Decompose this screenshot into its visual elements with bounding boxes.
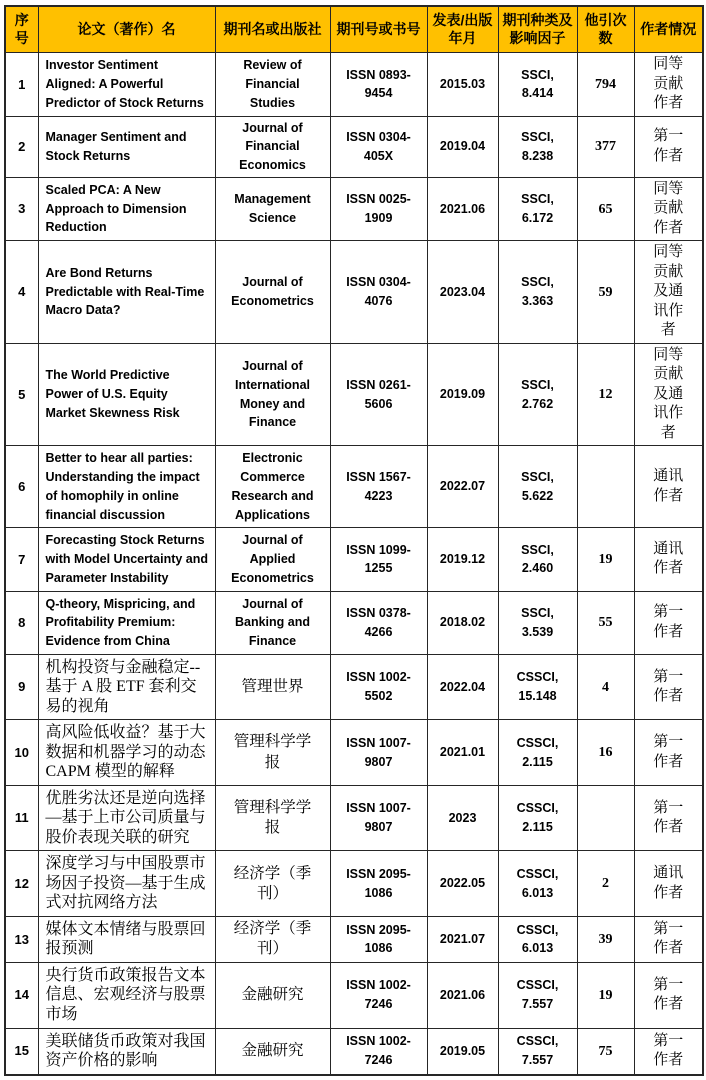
- cell-journal: Journal of Applied Econometrics: [215, 528, 330, 591]
- cell-journal: 金融研究: [215, 1028, 330, 1075]
- cell-author: 同等贡献作者: [634, 177, 703, 241]
- cell-seq: 12: [5, 851, 38, 917]
- cell-journal: Journal of Econometrics: [215, 241, 330, 344]
- cell-type: SSCI, 2.460: [498, 528, 577, 591]
- cell-issn: ISSN 0261-5606: [330, 343, 427, 446]
- cell-date: 2023: [427, 785, 498, 851]
- cell-issn: ISSN 1002-5502: [330, 654, 427, 720]
- cell-journal: 经济学（季刊）: [215, 851, 330, 917]
- column-header-date: 发表/出版年月: [427, 6, 498, 53]
- cell-title: 机构投资与金融稳定--基于 A 股 ETF 套利交易的视角: [38, 654, 215, 720]
- column-header-issn: 期刊号或书号: [330, 6, 427, 53]
- cell-type: CSSCI, 6.013: [498, 851, 577, 917]
- cell-date: 2018.02: [427, 591, 498, 654]
- cell-seq: 14: [5, 962, 38, 1028]
- cell-journal: Journal of Banking and Finance: [215, 591, 330, 654]
- cell-issn: ISSN 2095-1086: [330, 851, 427, 917]
- cell-type: SSCI, 3.539: [498, 591, 577, 654]
- cell-author: 第一作者: [634, 116, 703, 177]
- cell-type: CSSCI, 2.115: [498, 785, 577, 851]
- table-body: [5, 53, 703, 1075]
- column-header-journal: 期刊名或出版社: [215, 6, 330, 53]
- cell-author: 通讯作者: [634, 446, 703, 528]
- cell-type: CSSCI, 15.148: [498, 654, 577, 720]
- cell-journal: Journal of Financial Economics: [215, 116, 330, 177]
- cell-type: SSCI, 6.172: [498, 177, 577, 241]
- cell-issn: ISSN 0304-4076: [330, 241, 427, 344]
- cell-issn: ISSN 1007-9807: [330, 785, 427, 851]
- table-row: [5, 116, 703, 177]
- column-header-seq: 序号: [5, 6, 38, 53]
- cell-author: 通讯作者: [634, 528, 703, 591]
- cell-issn: ISSN 1567-4223: [330, 446, 427, 528]
- cell-seq: 9: [5, 654, 38, 720]
- cell-cites: 16: [577, 720, 634, 786]
- cell-type: CSSCI, 6.013: [498, 916, 577, 962]
- cell-cites: 377: [577, 116, 634, 177]
- cell-seq: 13: [5, 916, 38, 962]
- column-header-cites: 他引次数: [577, 6, 634, 53]
- cell-issn: ISSN 2095-1086: [330, 916, 427, 962]
- cell-issn: ISSN 1002-7246: [330, 962, 427, 1028]
- cell-title: Better to hear all parties: Understanding the impact of homophily in online financial discussion: [38, 446, 215, 528]
- cell-author: 第一作者: [634, 720, 703, 786]
- cell-seq: 5: [5, 343, 38, 446]
- cell-date: 2021.07: [427, 916, 498, 962]
- cell-cites: 75: [577, 1028, 634, 1075]
- cell-cites: 55: [577, 591, 634, 654]
- cell-journal: 经济学（季刊）: [215, 916, 330, 962]
- cell-journal: Management Science: [215, 177, 330, 241]
- cell-author: 第一作者: [634, 785, 703, 851]
- cell-issn: ISSN 0025-1909: [330, 177, 427, 241]
- cell-issn: ISSN 1099-1255: [330, 528, 427, 591]
- publications-table: [4, 5, 704, 1076]
- cell-title: 深度学习与中国股票市场因子投资—基于生成式对抗网络方法: [38, 851, 215, 917]
- header-row: [5, 6, 703, 53]
- cell-date: 2023.04: [427, 241, 498, 344]
- cell-seq: 6: [5, 446, 38, 528]
- column-header-title: 论文（著作）名: [38, 6, 215, 53]
- cell-issn: ISSN 0378-4266: [330, 591, 427, 654]
- cell-cites: 2: [577, 851, 634, 917]
- cell-cites: 59: [577, 241, 634, 344]
- table-row: [5, 343, 703, 446]
- cell-issn: ISSN 1007-9807: [330, 720, 427, 786]
- cell-type: CSSCI, 7.557: [498, 1028, 577, 1075]
- cell-cites: 794: [577, 53, 634, 117]
- cell-type: SSCI, 5.622: [498, 446, 577, 528]
- cell-cites: [577, 785, 634, 851]
- cell-title: Are Bond Returns Predictable with Real-Time Macro Data?: [38, 241, 215, 344]
- table-row: [5, 241, 703, 344]
- cell-date: 2022.04: [427, 654, 498, 720]
- column-header-author: 作者情况: [634, 6, 703, 53]
- table-row: [5, 53, 703, 117]
- cell-author: 通讯作者: [634, 851, 703, 917]
- cell-date: 2019.05: [427, 1028, 498, 1075]
- cell-title: Q-theory, Mispricing, and Profitability Premium: Evidence from China: [38, 591, 215, 654]
- cell-type: SSCI, 2.762: [498, 343, 577, 446]
- cell-cites: 4: [577, 654, 634, 720]
- cell-seq: 10: [5, 720, 38, 786]
- cell-title: 优胜劣汰还是逆向选择—基于上市公司质量与股价表现关联的研究: [38, 785, 215, 851]
- table-header: [5, 6, 703, 53]
- cell-seq: 8: [5, 591, 38, 654]
- cell-date: 2021.06: [427, 962, 498, 1028]
- table-row: [5, 916, 703, 962]
- cell-author: 第一作者: [634, 962, 703, 1028]
- cell-date: 2021.01: [427, 720, 498, 786]
- cell-cites: 12: [577, 343, 634, 446]
- cell-author: 同等贡献作者: [634, 53, 703, 117]
- cell-type: SSCI, 8.238: [498, 116, 577, 177]
- cell-author: 同等贡献及通讯作者: [634, 343, 703, 446]
- cell-seq: 7: [5, 528, 38, 591]
- cell-title: 美联储货币政策对我国资产价格的影响: [38, 1028, 215, 1075]
- cell-cites: 19: [577, 962, 634, 1028]
- cell-seq: 15: [5, 1028, 38, 1075]
- cell-author: 第一作者: [634, 916, 703, 962]
- cell-author: 第一作者: [634, 654, 703, 720]
- table-row: [5, 654, 703, 720]
- column-header-type: 期刊种类及影响因子: [498, 6, 577, 53]
- cell-journal: Review of Financial Studies: [215, 53, 330, 117]
- cell-issn: ISSN 0304-405X: [330, 116, 427, 177]
- table-row: [5, 1028, 703, 1075]
- cell-title: 高风险低收益？基于大数据和机器学习的动态 CAPM 模型的解释: [38, 720, 215, 786]
- cell-cites: 65: [577, 177, 634, 241]
- cell-type: SSCI, 3.363: [498, 241, 577, 344]
- cell-journal: 管理科学学报: [215, 785, 330, 851]
- cell-date: 2015.03: [427, 53, 498, 117]
- cell-title: Manager Sentiment and Stock Returns: [38, 116, 215, 177]
- cell-date: 2019.12: [427, 528, 498, 591]
- cell-date: 2019.09: [427, 343, 498, 446]
- cell-type: SSCI, 8.414: [498, 53, 577, 117]
- cell-title: 媒体文本情绪与股票回报预测: [38, 916, 215, 962]
- cell-cites: [577, 446, 634, 528]
- cell-cites: 19: [577, 528, 634, 591]
- cell-type: CSSCI, 7.557: [498, 962, 577, 1028]
- cell-author: 第一作者: [634, 1028, 703, 1075]
- cell-type: CSSCI, 2.115: [498, 720, 577, 786]
- table-row: [5, 785, 703, 851]
- table-row: [5, 720, 703, 786]
- cell-journal: 管理世界: [215, 654, 330, 720]
- table-row: [5, 591, 703, 654]
- cell-seq: 4: [5, 241, 38, 344]
- cell-cites: 39: [577, 916, 634, 962]
- cell-issn: ISSN 1002-7246: [330, 1028, 427, 1075]
- table-row: [5, 851, 703, 917]
- cell-date: 2022.07: [427, 446, 498, 528]
- cell-author: 第一作者: [634, 591, 703, 654]
- table-row: [5, 528, 703, 591]
- cell-journal: Electronic Commerce Research and Applications: [215, 446, 330, 528]
- cell-date: 2022.05: [427, 851, 498, 917]
- cell-seq: 1: [5, 53, 38, 117]
- cell-title: The World Predictive Power of U.S. Equity Market Skewness Risk: [38, 343, 215, 446]
- cell-journal: Journal of International Money and Finance: [215, 343, 330, 446]
- table-row: [5, 446, 703, 528]
- cell-seq: 3: [5, 177, 38, 241]
- table-row: [5, 962, 703, 1028]
- cell-title: Investor Sentiment Aligned: A Powerful Predictor of Stock Returns: [38, 53, 215, 117]
- table-row: [5, 177, 703, 241]
- cell-seq: 2: [5, 116, 38, 177]
- cell-date: 2019.04: [427, 116, 498, 177]
- cell-journal: 管理科学学报: [215, 720, 330, 786]
- cell-title: 央行货币政策报告文本信息、宏观经济与股票市场: [38, 962, 215, 1028]
- cell-issn: ISSN 0893-9454: [330, 53, 427, 117]
- cell-author: 同等贡献及通讯作者: [634, 241, 703, 344]
- cell-title: Scaled PCA: A New Approach to Dimension Reduction: [38, 177, 215, 241]
- cell-seq: 11: [5, 785, 38, 851]
- cell-journal: 金融研究: [215, 962, 330, 1028]
- cell-title: Forecasting Stock Returns with Model Uncertainty and Parameter Instability: [38, 528, 215, 591]
- cell-date: 2021.06: [427, 177, 498, 241]
